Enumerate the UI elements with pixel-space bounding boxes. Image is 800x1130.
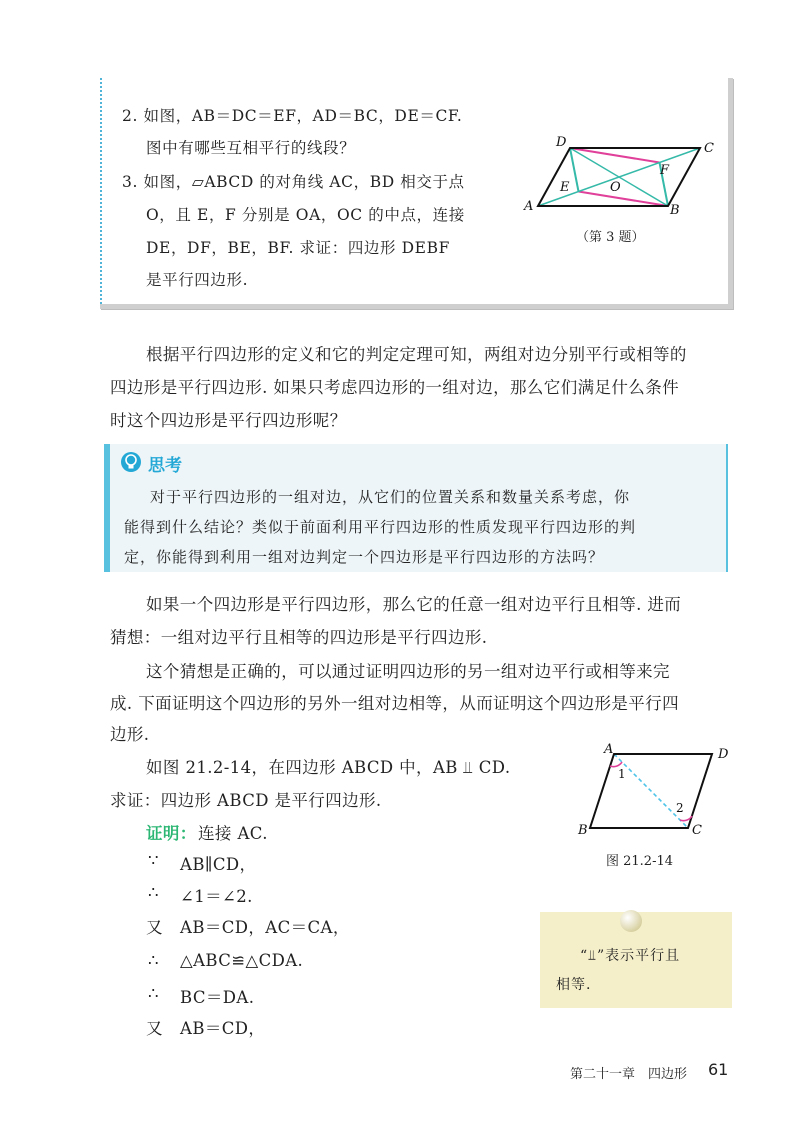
para2-line-1: 这个猜想是正确的，可以通过证明四边形的另一组对边平行或相等来完	[146, 662, 670, 681]
proof-step-4-symbol: ∴	[148, 951, 159, 970]
exercise-3-figure-caption: （第 3 题）	[576, 230, 645, 245]
pin-icon	[620, 910, 642, 932]
exercise-2-line-1: 2. 如图，AB＝DC＝EF，AD＝BC，DE＝CF.	[122, 107, 463, 125]
lightbulb-icon	[120, 451, 142, 473]
exercise-3-line-1: 3. 如图，▱ABCD 的对角线 AC，BD 相交于点	[122, 173, 465, 191]
page-number: 61	[708, 1060, 729, 1079]
intro-line-1: 根据平行四边形的定义和它的判定定理可知，两组对边分别平行或相等的	[146, 345, 687, 364]
proof-step-5: BC＝DA.	[180, 988, 255, 1007]
proof-label: 证明：	[146, 824, 197, 843]
proof-step-4: △ABC≌△CDA.	[180, 951, 304, 970]
think-box-right-bar	[726, 444, 728, 572]
label-D: D	[718, 747, 729, 762]
exercise-3-line-4: 是平行四边形.	[146, 271, 249, 289]
label-E: E	[560, 180, 570, 195]
think-line-3: 定，你能得到利用一组对边判定一个四边形是平行四边形的方法吗？	[124, 548, 605, 566]
think-title: 思考	[148, 456, 182, 476]
note-line-2: 相等.	[556, 977, 592, 993]
segment-DE	[570, 148, 579, 192]
figure-21-2-14-caption: 图 21.2-14	[606, 854, 674, 869]
label-A: A	[604, 742, 614, 757]
think-line-2: 能得到什么结论？类似于前面利用平行四边形的性质发现平行四边形的判	[124, 518, 637, 536]
exercise-3-line-3: DE，DF，BE，BF. 求证：四边形 DEBF	[146, 239, 450, 257]
problem-line-1: 如图 21.2-14，在四边形 ABCD 中，AB ⫫ CD.	[146, 758, 511, 777]
label-D: D	[556, 135, 567, 150]
para1-line-2: 猜想：一组对边平行且相等的四边形是平行四边形.	[110, 628, 488, 647]
proof-step-0: 连接 AC.	[198, 824, 268, 843]
intro-line-2: 四边形是平行四边形. 如果只考虑四边形的一组对边，那么它们满足什么条件	[110, 378, 679, 397]
para2-line-2: 成. 下面证明这个四边形的另外一组对边相等，从而证明这个四边形是平行四	[110, 694, 679, 713]
angle-1-label: 1	[618, 767, 626, 781]
angle-2-label: 2	[676, 801, 684, 815]
label-B: B	[578, 823, 588, 838]
para1-line-1: 如果一个四边形是平行四边形，那么它的任意一组对边平行且相等. 进而	[146, 595, 682, 614]
label-A: A	[524, 199, 534, 214]
exercise-3-line-2: O，且 E，F 分别是 OA，OC 的中点，连接	[146, 206, 465, 224]
diagonal-AC-dashed	[614, 754, 688, 828]
exercise-box-dotted-border	[100, 78, 102, 304]
problem-line-2: 求证：四边形 ABCD 是平行四边形.	[110, 791, 382, 810]
proof-step-3: AB＝CD，AC＝CA，	[180, 918, 350, 937]
label-C: C	[692, 823, 702, 838]
proof-step-2: ∠1＝∠2.	[180, 887, 253, 906]
proof-step-6: AB＝CD，	[180, 1019, 266, 1038]
exercise-3-figure	[520, 134, 720, 220]
label-F: F	[660, 163, 670, 178]
proof-step-5-symbol: ∴	[148, 984, 159, 1003]
footer-chapter-title: 第二十一章 四边形	[570, 1067, 688, 1082]
proof-step-1: AB∥CD，	[180, 855, 257, 874]
intro-line-3: 时这个四边形是平行四边形呢？	[110, 411, 347, 430]
label-C: C	[704, 141, 714, 156]
figure-21-2-14	[572, 742, 742, 840]
think-line-1: 对于平行四边形的一组对边，从它们的位置关系和数量关系考虑，你	[150, 488, 631, 506]
note-line-1: “⫫”表示平行且	[580, 948, 681, 964]
proof-step-3-symbol: 又	[146, 918, 163, 937]
para2-line-3: 边形.	[110, 725, 150, 744]
proof-step-6-symbol: 又	[146, 1019, 163, 1038]
exercise-2-line-2: 图中有哪些互相平行的线段？	[146, 139, 356, 157]
label-O: O	[610, 180, 621, 195]
think-box-left-bar	[104, 444, 110, 572]
label-B: B	[670, 203, 680, 218]
proof-step-1-symbol: ∵	[148, 851, 159, 870]
proof-step-2-symbol: ∴	[148, 883, 159, 902]
